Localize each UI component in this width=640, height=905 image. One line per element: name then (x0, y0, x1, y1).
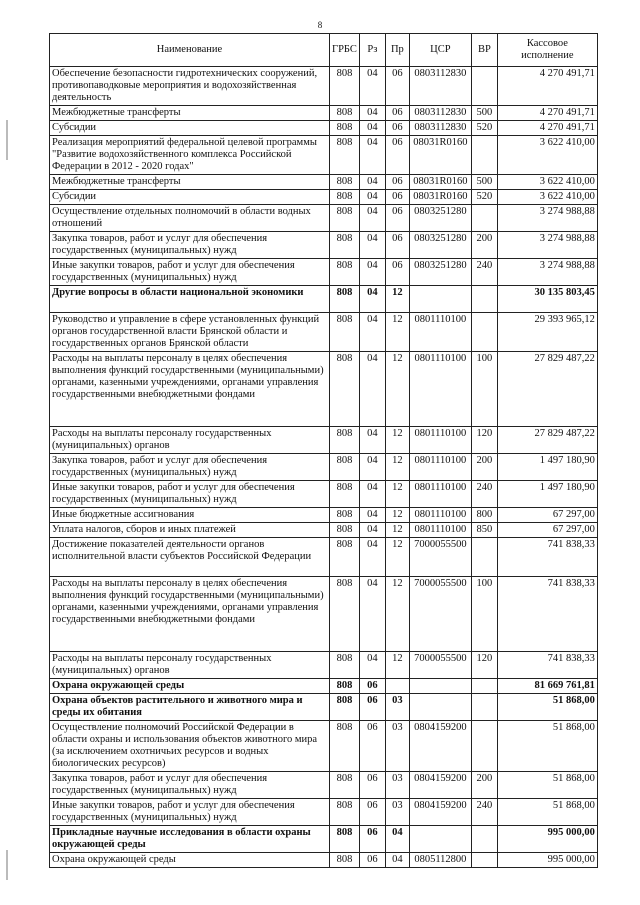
cell-csr (409, 694, 471, 721)
cell-sum: 81 669 761,81 (497, 679, 597, 694)
cell-name: Закупка товаров, работ и услуг для обеспечения государственных (муниципальных) нужд (50, 232, 330, 259)
cell-sum: 67 297,00 (497, 523, 597, 538)
cell-csr: 08031R0160 (409, 136, 471, 175)
cell-name: Расходы на выплаты персоналу в целях обеспечения выполнения функций государственными (муниципальными) органами, казенными учреждениями, органами управления государственными внебюджетными фондами (50, 352, 330, 427)
cell-rz: 04 (359, 175, 385, 190)
cell-vr (471, 853, 497, 868)
cell-rz: 04 (359, 352, 385, 427)
cell-pr: 12 (385, 652, 409, 679)
header-rz: Рз (359, 34, 385, 67)
cell-vr: 200 (471, 772, 497, 799)
table-row (50, 481, 598, 508)
cell-grbs: 808 (330, 136, 360, 175)
cell-grbs: 808 (330, 205, 360, 232)
cell-vr: 500 (471, 175, 497, 190)
cell-rz: 04 (359, 538, 385, 577)
cell-pr (385, 679, 409, 694)
cell-csr: 0803251280 (409, 259, 471, 286)
cell-pr: 03 (385, 799, 409, 826)
cell-pr: 06 (385, 67, 409, 106)
cell-name: Уплата налогов, сборов и иных платежей (50, 523, 330, 538)
cell-sum: 51 868,00 (497, 694, 597, 721)
cell-grbs: 808 (330, 121, 360, 136)
cell-sum: 3 622 410,00 (497, 136, 597, 175)
cell-vr (471, 826, 497, 853)
cell-pr: 06 (385, 175, 409, 190)
cell-sum: 27 829 487,22 (497, 427, 597, 454)
table-row (50, 577, 598, 652)
cell-pr: 03 (385, 694, 409, 721)
table-row (50, 313, 598, 352)
table-row (50, 721, 598, 772)
cell-pr: 06 (385, 205, 409, 232)
table-row (50, 772, 598, 799)
table-row (50, 427, 598, 454)
cell-grbs: 808 (330, 853, 360, 868)
cell-csr: 0803112830 (409, 106, 471, 121)
table-row (50, 679, 598, 694)
cell-pr: 06 (385, 106, 409, 121)
cell-rz: 04 (359, 205, 385, 232)
cell-pr: 12 (385, 427, 409, 454)
cell-name: Расходы на выплаты персоналу государственных (муниципальных) органов (50, 652, 330, 679)
cell-csr: 0803112830 (409, 121, 471, 136)
cell-csr: 7000055500 (409, 652, 471, 679)
cell-pr: 03 (385, 772, 409, 799)
cell-name: Охрана объектов растительного и животного мира и среды их обитания (50, 694, 330, 721)
table-row (50, 121, 598, 136)
cell-grbs: 808 (330, 313, 360, 352)
cell-vr (471, 694, 497, 721)
cell-sum: 51 868,00 (497, 721, 597, 772)
cell-pr: 06 (385, 259, 409, 286)
cell-vr: 200 (471, 232, 497, 259)
cell-pr: 12 (385, 454, 409, 481)
cell-grbs: 808 (330, 652, 360, 679)
cell-rz: 06 (359, 721, 385, 772)
cell-vr (471, 679, 497, 694)
table-row (50, 67, 598, 106)
cell-name: Закупка товаров, работ и услуг для обеспечения государственных (муниципальных) нужд (50, 454, 330, 481)
table-row (50, 652, 598, 679)
cell-name: Иные бюджетные ассигнования (50, 508, 330, 523)
cell-name: Обеспечение безопасности гидротехнических сооружений, противопаводковые мероприятия и водохозяйственная деятельность (50, 67, 330, 106)
cell-rz: 04 (359, 232, 385, 259)
cell-pr: 06 (385, 136, 409, 175)
cell-csr: 08031R0160 (409, 175, 471, 190)
cell-vr: 120 (471, 427, 497, 454)
table-row (50, 826, 598, 853)
table-row (50, 232, 598, 259)
table-row (50, 259, 598, 286)
cell-csr: 0801110100 (409, 481, 471, 508)
cell-vr (471, 205, 497, 232)
cell-grbs: 808 (330, 190, 360, 205)
cell-csr: 0801110100 (409, 523, 471, 538)
cell-rz: 06 (359, 853, 385, 868)
cell-rz: 04 (359, 577, 385, 652)
cell-pr: 12 (385, 523, 409, 538)
header-grbs: ГРБС (330, 34, 360, 67)
cell-rz: 04 (359, 286, 385, 313)
cell-grbs: 808 (330, 523, 360, 538)
cell-rz: 06 (359, 772, 385, 799)
table-row (50, 508, 598, 523)
table-row (50, 523, 598, 538)
scan-edge-mark (6, 850, 8, 880)
cell-grbs: 808 (330, 826, 360, 853)
cell-vr: 200 (471, 454, 497, 481)
table-row (50, 190, 598, 205)
cell-grbs: 808 (330, 67, 360, 106)
table-row (50, 799, 598, 826)
cell-pr: 06 (385, 232, 409, 259)
cell-rz: 04 (359, 454, 385, 481)
cell-grbs: 808 (330, 286, 360, 313)
cell-grbs: 808 (330, 577, 360, 652)
cell-vr: 800 (471, 508, 497, 523)
table-row (50, 538, 598, 577)
cell-csr: 0803251280 (409, 232, 471, 259)
cell-vr: 240 (471, 481, 497, 508)
cell-name: Расходы на выплаты персоналу государственных (муниципальных) органов (50, 427, 330, 454)
cell-grbs: 808 (330, 259, 360, 286)
table-header-row (50, 34, 598, 67)
cell-sum: 741 838,33 (497, 652, 597, 679)
cell-name: Иные закупки товаров, работ и услуг для обеспечения государственных (муниципальных) нужд (50, 481, 330, 508)
cell-sum: 3 274 988,88 (497, 205, 597, 232)
cell-csr (409, 286, 471, 313)
cell-sum: 741 838,33 (497, 577, 597, 652)
cell-csr (409, 826, 471, 853)
cell-csr (409, 679, 471, 694)
page-number: 8 (317, 20, 323, 30)
cell-sum: 995 000,00 (497, 826, 597, 853)
table-row (50, 136, 598, 175)
cell-vr: 520 (471, 121, 497, 136)
cell-rz: 04 (359, 106, 385, 121)
cell-pr: 04 (385, 853, 409, 868)
header-pr: Пр (385, 34, 409, 67)
cell-pr: 06 (385, 121, 409, 136)
cell-rz: 06 (359, 826, 385, 853)
cell-pr: 12 (385, 286, 409, 313)
header-name: Наименование (50, 34, 330, 67)
cell-name: Другие вопросы в области национальной экономики (50, 286, 330, 313)
cell-csr: 0804159200 (409, 721, 471, 772)
cell-sum: 3 622 410,00 (497, 190, 597, 205)
cell-vr (471, 136, 497, 175)
cell-pr: 06 (385, 190, 409, 205)
cell-sum: 4 270 491,71 (497, 106, 597, 121)
cell-sum: 30 135 803,45 (497, 286, 597, 313)
cell-csr: 7000055500 (409, 577, 471, 652)
cell-rz: 04 (359, 190, 385, 205)
cell-name: Руководство и управление в сфере установленных функций органов государственной власти Брянской области и государственных органов Брянской области (50, 313, 330, 352)
cell-csr: 0805112800 (409, 853, 471, 868)
cell-csr: 0803251280 (409, 205, 471, 232)
cell-pr: 12 (385, 481, 409, 508)
cell-sum: 741 838,33 (497, 538, 597, 577)
cell-grbs: 808 (330, 481, 360, 508)
cell-vr (471, 313, 497, 352)
cell-name: Межбюджетные трансферты (50, 106, 330, 121)
cell-name: Субсидии (50, 121, 330, 136)
cell-vr: 520 (471, 190, 497, 205)
cell-grbs: 808 (330, 679, 360, 694)
cell-vr (471, 67, 497, 106)
cell-sum: 3 274 988,88 (497, 259, 597, 286)
cell-name: Реализация мероприятий федеральной целевой программы "Развитие водохозяйственного комплекса Российской Федерации в 2012 - 2020 годах" (50, 136, 330, 175)
cell-vr: 100 (471, 352, 497, 427)
cell-name: Достижение показателей деятельности органов исполнительной власти субъектов Российской Федерации (50, 538, 330, 577)
cell-name: Расходы на выплаты персоналу в целях обеспечения выполнения функций государственными (муниципальными) органами, казенными учреждениями, органами управления государственными внебюджетными фондами (50, 577, 330, 652)
scan-edge-mark (6, 120, 8, 160)
cell-csr: 0801110100 (409, 352, 471, 427)
cell-pr: 12 (385, 352, 409, 427)
cell-rz: 04 (359, 259, 385, 286)
cell-sum: 51 868,00 (497, 772, 597, 799)
cell-name: Межбюджетные трансферты (50, 175, 330, 190)
cell-sum: 4 270 491,71 (497, 67, 597, 106)
cell-grbs: 808 (330, 106, 360, 121)
table-row (50, 205, 598, 232)
cell-sum: 1 497 180,90 (497, 454, 597, 481)
cell-name: Осуществление полномочий Российской Федерации в области охраны и использования объектов животного мира (за исключением охотничьих ресурсов и водных биологических ресурсов) (50, 721, 330, 772)
cell-sum: 1 497 180,90 (497, 481, 597, 508)
cell-rz: 06 (359, 694, 385, 721)
cell-grbs: 808 (330, 454, 360, 481)
cell-grbs: 808 (330, 721, 360, 772)
cell-name: Иные закупки товаров, работ и услуг для обеспечения государственных (муниципальных) нужд (50, 799, 330, 826)
cell-vr (471, 286, 497, 313)
cell-grbs: 808 (330, 772, 360, 799)
cell-csr: 0801110100 (409, 313, 471, 352)
cell-sum: 51 868,00 (497, 799, 597, 826)
cell-sum: 67 297,00 (497, 508, 597, 523)
cell-pr: 12 (385, 577, 409, 652)
cell-csr: 0801110100 (409, 454, 471, 481)
cell-rz: 04 (359, 313, 385, 352)
cell-sum: 27 829 487,22 (497, 352, 597, 427)
cell-name: Охрана окружающей среды (50, 679, 330, 694)
cell-pr: 12 (385, 313, 409, 352)
cell-sum: 3 274 988,88 (497, 232, 597, 259)
table-row (50, 106, 598, 121)
cell-grbs: 808 (330, 694, 360, 721)
header-csr: ЦСР (409, 34, 471, 67)
cell-grbs: 808 (330, 508, 360, 523)
header-vr: ВР (471, 34, 497, 67)
cell-vr (471, 721, 497, 772)
cell-csr: 7000055500 (409, 538, 471, 577)
cell-grbs: 808 (330, 352, 360, 427)
cell-sum: 995 000,00 (497, 853, 597, 868)
cell-name: Субсидии (50, 190, 330, 205)
table-row (50, 175, 598, 190)
cell-name: Охрана окружающей среды (50, 853, 330, 868)
cell-grbs: 808 (330, 427, 360, 454)
cell-rz: 04 (359, 136, 385, 175)
cell-csr: 0804159200 (409, 772, 471, 799)
header-cash-execution: Кассовое исполнение (497, 34, 597, 67)
cell-rz: 04 (359, 523, 385, 538)
cell-rz: 04 (359, 67, 385, 106)
table-row (50, 694, 598, 721)
cell-rz: 06 (359, 799, 385, 826)
cell-csr: 08031R0160 (409, 190, 471, 205)
cell-rz: 04 (359, 481, 385, 508)
cell-vr: 240 (471, 259, 497, 286)
cell-pr: 04 (385, 826, 409, 853)
cell-grbs: 808 (330, 538, 360, 577)
cell-vr: 120 (471, 652, 497, 679)
cell-csr: 0801110100 (409, 427, 471, 454)
table-row (50, 286, 598, 313)
cell-rz: 04 (359, 427, 385, 454)
cell-rz: 04 (359, 121, 385, 136)
cell-csr: 0803112830 (409, 67, 471, 106)
cell-rz: 04 (359, 652, 385, 679)
cell-grbs: 808 (330, 799, 360, 826)
cell-name: Прикладные научные исследования в области охраны окружающей среды (50, 826, 330, 853)
cell-vr (471, 538, 497, 577)
cell-pr: 03 (385, 721, 409, 772)
cell-name: Закупка товаров, работ и услуг для обеспечения государственных (муниципальных) нужд (50, 772, 330, 799)
cell-vr: 500 (471, 106, 497, 121)
cell-csr: 0801110100 (409, 508, 471, 523)
budget-execution-table (49, 33, 598, 868)
cell-rz: 06 (359, 679, 385, 694)
cell-sum: 3 622 410,00 (497, 175, 597, 190)
cell-name: Осуществление отдельных полномочий в области водных отношений (50, 205, 330, 232)
table-row (50, 454, 598, 481)
cell-sum: 29 393 965,12 (497, 313, 597, 352)
cell-grbs: 808 (330, 175, 360, 190)
cell-rz: 04 (359, 508, 385, 523)
cell-sum: 4 270 491,71 (497, 121, 597, 136)
cell-grbs: 808 (330, 232, 360, 259)
table-row (50, 853, 598, 868)
cell-pr: 12 (385, 508, 409, 523)
table-row (50, 352, 598, 427)
cell-name: Иные закупки товаров, работ и услуг для обеспечения государственных (муниципальных) нужд (50, 259, 330, 286)
cell-csr: 0804159200 (409, 799, 471, 826)
cell-vr: 240 (471, 799, 497, 826)
cell-vr: 850 (471, 523, 497, 538)
cell-vr: 100 (471, 577, 497, 652)
cell-pr: 12 (385, 538, 409, 577)
